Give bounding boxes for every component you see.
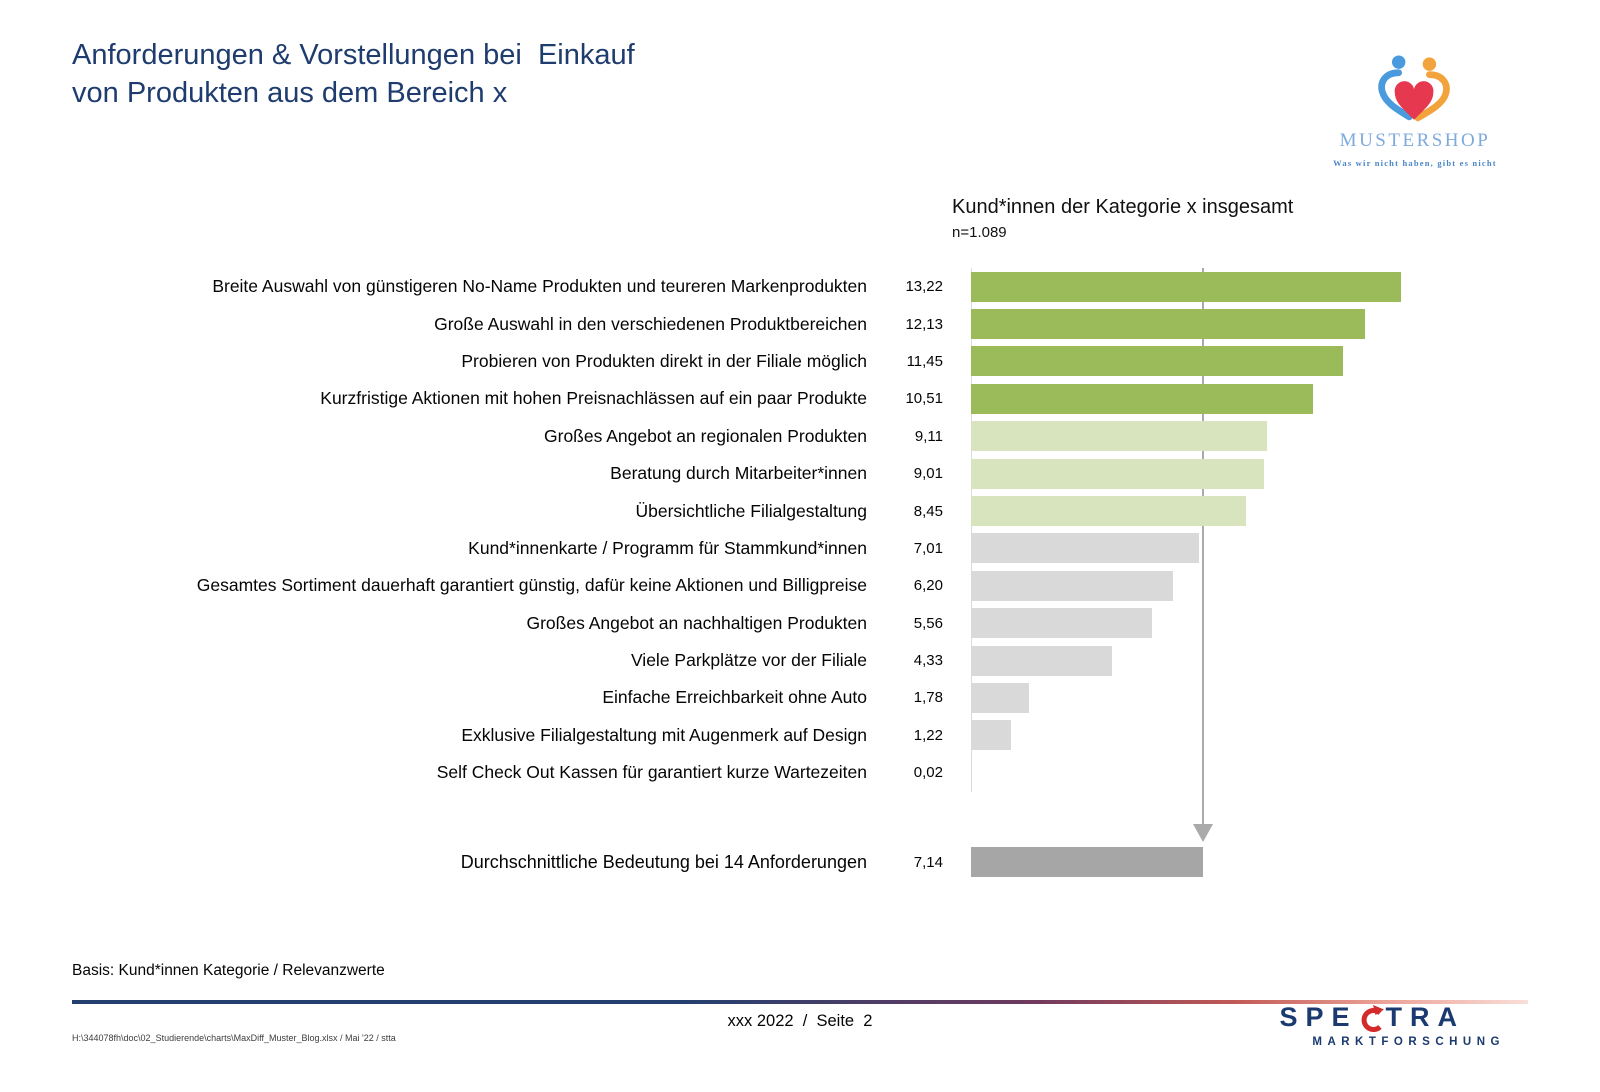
value-label: 8,45	[913, 502, 943, 520]
chart-row	[72, 605, 1532, 642]
bar	[971, 683, 1029, 713]
value-label: 9,01	[913, 465, 943, 483]
page-title-line2: von Produkten aus dem Bereich x	[72, 77, 508, 109]
page-number: xxx 2022 / Seite 2	[727, 1012, 873, 1030]
basis-note: Basis: Kund*innen Kategorie / Relevanzwerte	[72, 962, 385, 979]
value-label: 10,51	[905, 390, 943, 408]
average-label: Durchschnittliche Bedeutung bei 14 Anforderungen	[460, 851, 867, 872]
bar-cell	[943, 683, 1532, 713]
bar-cell	[943, 646, 1532, 676]
average-row	[72, 843, 1532, 880]
bar	[971, 571, 1173, 601]
bar	[971, 720, 1011, 750]
chart-rows	[72, 268, 1532, 881]
value-label: 6,20	[913, 577, 943, 595]
bar-cell	[943, 533, 1532, 563]
chart-row	[72, 418, 1532, 455]
heart-people-icon	[1367, 52, 1463, 128]
chart-row	[72, 717, 1532, 754]
spectra-wordmark	[1279, 1002, 1465, 1033]
value-label: 5,56	[913, 614, 943, 632]
page-title-line1: Anforderungen & Vorstellungen bei Einkauf	[72, 39, 635, 71]
average-bar	[971, 847, 1203, 877]
value-label: 7,01	[913, 539, 943, 557]
category-label: Gesamtes Sortiment dauerhaft garantiert günstig, dafür keine Aktionen und Billigpreise	[196, 575, 867, 596]
bar	[971, 421, 1267, 451]
spectra-text-pre: SPE	[1279, 1002, 1358, 1032]
brand-tagline: Was wir nicht haben, gibt es nicht	[1333, 158, 1497, 168]
brand-name: MUSTERSHOP	[1339, 130, 1491, 151]
value-label: 9,11	[914, 427, 943, 445]
category-label: Großes Angebot an regionalen Produkten	[544, 425, 867, 446]
chart-row	[72, 343, 1532, 380]
bar	[971, 459, 1264, 489]
category-label: Self Check Out Kassen für garantiert kurze Wartezeiten	[436, 762, 867, 783]
category-label: Breite Auswahl von günstigeren No-Name Produkten und teureren Markenprodukten	[212, 276, 867, 297]
category-label: Viele Parkplätze vor der Filiale	[630, 650, 867, 671]
bar-cell	[943, 272, 1532, 302]
bar-cell	[943, 309, 1532, 339]
category-label: Übersichtliche Filialgestaltung	[635, 500, 867, 521]
bar-cell	[943, 421, 1532, 451]
bar-cell	[943, 459, 1532, 489]
bar	[971, 646, 1112, 676]
chart-row	[72, 754, 1532, 791]
spectra-text-post: TRA	[1385, 1002, 1465, 1032]
bar	[971, 608, 1152, 638]
category-label: Großes Angebot an nachhaltigen Produkten	[526, 612, 867, 633]
category-label: Große Auswahl in den verschiedenen Produktbereichen	[434, 313, 867, 334]
chart-row	[72, 530, 1532, 567]
red-c-swoosh-icon	[1358, 1005, 1384, 1033]
bar	[971, 272, 1401, 302]
chart-row	[72, 268, 1532, 305]
file-path: H:\344078fh\doc\02_Studierende\charts\MaxDiff_Muster_Blog.xlsx / Mai '22 / stta	[72, 1033, 396, 1043]
category-label: Kund*innenkarte / Programm für Stammkund*innen	[468, 537, 867, 558]
category-label: Kurzfristige Aktionen mit hohen Preisnachlässen auf ein paar Produkte	[320, 388, 867, 409]
chart-row	[72, 679, 1532, 716]
value-label: 13,22	[905, 278, 943, 296]
bar-cell	[943, 758, 1532, 788]
average-value: 7,14	[913, 853, 943, 871]
bar-cell	[943, 571, 1532, 601]
page-title	[72, 36, 635, 112]
bar	[971, 533, 1199, 563]
bar	[971, 496, 1246, 526]
value-label: 4,33	[913, 652, 943, 670]
chart-row	[72, 305, 1532, 342]
sample-size: n=1.089	[952, 224, 1007, 241]
value-label: 1,22	[913, 726, 943, 744]
bar-cell	[943, 720, 1532, 750]
chart-row	[72, 492, 1532, 529]
chart-row	[72, 455, 1532, 492]
chart-title: Kund*innen der Kategorie x insgesamt	[952, 196, 1294, 218]
category-label: Probieren von Produkten direkt in der Filiale möglich	[461, 350, 867, 371]
bar-cell	[943, 608, 1532, 638]
category-label: Beratung durch Mitarbeiter*innen	[610, 463, 867, 484]
chart-row	[72, 380, 1532, 417]
bar	[971, 346, 1343, 376]
value-label: 1,78	[913, 689, 943, 707]
chart-row	[72, 567, 1532, 604]
category-label: Exklusive Filialgestaltung mit Augenmerk auf Design	[461, 724, 867, 745]
value-label: 0,02	[913, 764, 943, 782]
chart-row	[72, 642, 1532, 679]
spectra-subtitle: MARKTFORSCHUNG	[1312, 1036, 1505, 1048]
bar-cell	[943, 346, 1532, 376]
category-label: Einfache Erreichbarkeit ohne Auto	[602, 687, 867, 708]
bar-cell	[943, 384, 1532, 414]
bar-cell	[943, 496, 1532, 526]
chart-header	[952, 196, 1293, 241]
bar	[971, 384, 1313, 414]
bar	[971, 758, 972, 788]
average-bar-cell	[943, 847, 1532, 877]
value-label: 12,13	[905, 315, 943, 333]
value-label: 11,45	[906, 352, 943, 370]
bar	[971, 309, 1365, 339]
spectra-logo	[1279, 1002, 1505, 1048]
mustershop-logo	[1330, 52, 1500, 168]
